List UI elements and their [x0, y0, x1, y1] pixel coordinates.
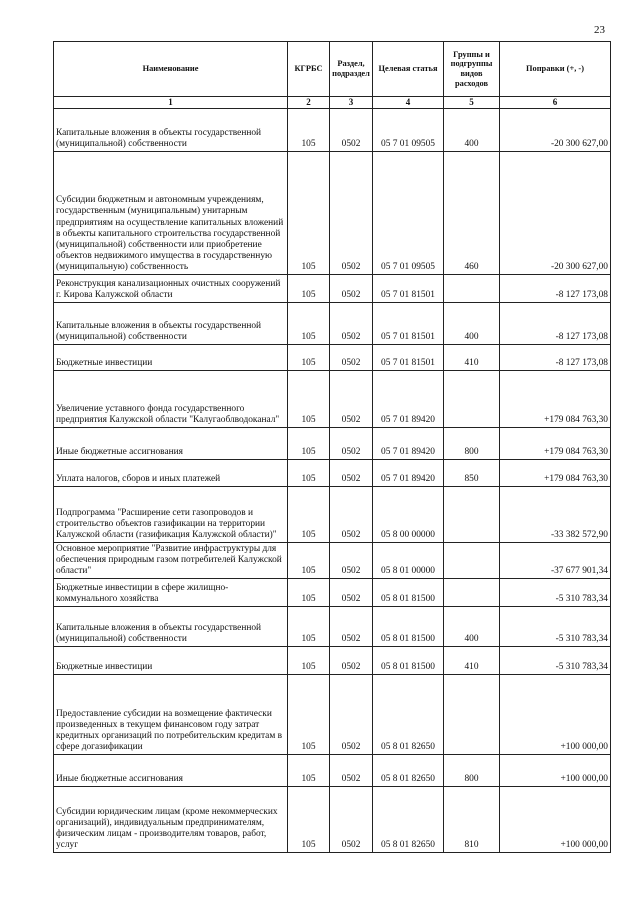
row-group: 400: [444, 607, 500, 647]
row-amount: -5 310 783,34: [500, 647, 611, 675]
row-name: Капитальные вложения в объекты государственной (муниципальной) собственности: [54, 303, 288, 345]
row-kgrbs: 105: [288, 109, 330, 152]
row-group: 800: [444, 428, 500, 460]
row-amount: -8 127 173,08: [500, 303, 611, 345]
row-amount: +100 000,00: [500, 787, 611, 853]
row-kgrbs: 105: [288, 487, 330, 543]
row-name: Бюджетные инвестиции: [54, 345, 288, 371]
table-row: [54, 371, 611, 428]
row-name: Капитальные вложения в объекты государственной (муниципальной) собственности: [54, 607, 288, 647]
table-row: [54, 787, 611, 853]
row-target: 05 7 01 81501: [373, 275, 444, 303]
table-row: [54, 345, 611, 371]
table-header-row: [54, 42, 611, 97]
row-group: [444, 371, 500, 428]
row-kgrbs: 105: [288, 543, 330, 579]
header-groups: Группы и подгруппы видов расходов: [444, 42, 500, 97]
header-amendments: Поправки (+, -): [500, 42, 611, 97]
row-amount: -5 310 783,34: [500, 579, 611, 607]
row-amount: -33 382 572,90: [500, 487, 611, 543]
row-group: [444, 275, 500, 303]
row-section: 0502: [330, 607, 373, 647]
row-name: Бюджетные инвестиции: [54, 647, 288, 675]
row-target: 05 7 01 81501: [373, 345, 444, 371]
row-name: Предоставление субсидии на возмещение фактически произведенных в текущем финансовом году затрат кредитных организаций по потребительским кредитам в сфере догазификации: [54, 675, 288, 755]
row-amount: -20 300 627,00: [500, 152, 611, 275]
table-row: [54, 755, 611, 787]
row-kgrbs: 105: [288, 675, 330, 755]
row-name: Субсидии юридическим лицам (кроме некоммерческих организаций), индивидуальным предпринимателям, физическим лицам - производителям товаров, работ, услуг: [54, 787, 288, 853]
table-row: [54, 607, 611, 647]
row-group: 410: [444, 345, 500, 371]
row-kgrbs: 105: [288, 275, 330, 303]
row-section: 0502: [330, 487, 373, 543]
row-amount: +100 000,00: [500, 755, 611, 787]
row-name: Иные бюджетные ассигнования: [54, 428, 288, 460]
row-section: 0502: [330, 755, 373, 787]
row-section: 0502: [330, 787, 373, 853]
row-section: 0502: [330, 647, 373, 675]
row-group: 410: [444, 647, 500, 675]
row-section: 0502: [330, 543, 373, 579]
row-kgrbs: 105: [288, 428, 330, 460]
table-row: [54, 647, 611, 675]
table-row: [54, 460, 611, 487]
row-group: [444, 579, 500, 607]
row-amount: -8 127 173,08: [500, 275, 611, 303]
row-target: 05 8 01 81500: [373, 647, 444, 675]
row-section: 0502: [330, 109, 373, 152]
row-section: 0502: [330, 371, 373, 428]
table-row: [54, 543, 611, 579]
row-amount: +179 084 763,30: [500, 460, 611, 487]
row-amount: +100 000,00: [500, 675, 611, 755]
table-row: [54, 109, 611, 152]
row-group: [444, 675, 500, 755]
row-target: 05 7 01 89420: [373, 460, 444, 487]
row-target: 05 8 01 82650: [373, 787, 444, 853]
row-kgrbs: 105: [288, 152, 330, 275]
row-group: 850: [444, 460, 500, 487]
table-row: [54, 428, 611, 460]
row-kgrbs: 105: [288, 787, 330, 853]
row-name: Основное мероприятие "Развитие инфраструктуры для обеспечения природным газом потребителей Калужской области": [54, 543, 288, 579]
table-row: [54, 152, 611, 275]
row-name: Субсидии бюджетным и автономным учреждениям, государственным (муниципальным) унитарным предприятиям на осуществление капитальных вложений в объекты капитального строительства государственной (муниципальной) собственности или приобретение объектов недвижимого имущества в государственную (муниципальную) собственность: [54, 152, 288, 275]
row-target: 05 8 01 00000: [373, 543, 444, 579]
table-row: [54, 579, 611, 607]
row-amount: +179 084 763,30: [500, 371, 611, 428]
row-name: Реконструкция канализационных очистных сооружений г. Кирова Калужской области: [54, 275, 288, 303]
column-numbers-row: [54, 97, 611, 109]
row-group: 400: [444, 303, 500, 345]
row-name: Уплата налогов, сборов и иных платежей: [54, 460, 288, 487]
row-group: 810: [444, 787, 500, 853]
row-target: 05 8 00 00000: [373, 487, 444, 543]
row-section: 0502: [330, 275, 373, 303]
row-kgrbs: 105: [288, 303, 330, 345]
table-row: [54, 675, 611, 755]
column-number: 4: [373, 97, 444, 109]
row-name: Бюджетные инвестиции в сфере жилищно-коммунального хозяйства: [54, 579, 288, 607]
row-section: 0502: [330, 345, 373, 371]
row-amount: -5 310 783,34: [500, 607, 611, 647]
row-amount: +179 084 763,30: [500, 428, 611, 460]
row-kgrbs: 105: [288, 371, 330, 428]
row-target: 05 7 01 89420: [373, 371, 444, 428]
row-kgrbs: 105: [288, 755, 330, 787]
column-number: 3: [330, 97, 373, 109]
row-section: 0502: [330, 460, 373, 487]
row-name: Иные бюджетные ассигнования: [54, 755, 288, 787]
budget-amendments-table: [53, 41, 611, 853]
row-section: 0502: [330, 152, 373, 275]
header-section: Раздел, подраздел: [330, 42, 373, 97]
row-target: 05 8 01 81500: [373, 579, 444, 607]
row-target: 05 8 01 82650: [373, 755, 444, 787]
row-amount: -20 300 627,00: [500, 109, 611, 152]
row-kgrbs: 105: [288, 345, 330, 371]
row-section: 0502: [330, 303, 373, 345]
table-row: [54, 487, 611, 543]
header-target: Целевая статья: [373, 42, 444, 97]
row-amount: -8 127 173,08: [500, 345, 611, 371]
row-group: [444, 487, 500, 543]
row-kgrbs: 105: [288, 460, 330, 487]
row-name: Подпрограмма "Расширение сети газопроводов и строительство объектов газификации на территории Калужской области (газификация Калужской области)": [54, 487, 288, 543]
row-kgrbs: 105: [288, 647, 330, 675]
row-target: 05 8 01 82650: [373, 675, 444, 755]
header-kgrbs: КГРБС: [288, 42, 330, 97]
row-target: 05 7 01 81501: [373, 303, 444, 345]
row-section: 0502: [330, 579, 373, 607]
row-group: [444, 543, 500, 579]
row-amount: -37 677 901,34: [500, 543, 611, 579]
column-number: 5: [444, 97, 500, 109]
table-row: [54, 275, 611, 303]
row-kgrbs: 105: [288, 607, 330, 647]
row-group: 800: [444, 755, 500, 787]
row-section: 0502: [330, 675, 373, 755]
table-row: [54, 303, 611, 345]
row-section: 0502: [330, 428, 373, 460]
column-number: 2: [288, 97, 330, 109]
row-target: 05 8 01 81500: [373, 607, 444, 647]
row-kgrbs: 105: [288, 579, 330, 607]
row-target: 05 7 01 89420: [373, 428, 444, 460]
header-name: Наименование: [54, 42, 288, 97]
page-number: 23: [594, 24, 605, 36]
row-target: 05 7 01 09505: [373, 109, 444, 152]
row-name: Увеличение уставного фонда государственного предприятия Калужской области "Калугаоблводоканал": [54, 371, 288, 428]
row-target: 05 7 01 09505: [373, 152, 444, 275]
column-number: 6: [500, 97, 611, 109]
row-group: 400: [444, 109, 500, 152]
row-name: Капитальные вложения в объекты государственной (муниципальной) собственности: [54, 109, 288, 152]
row-group: 460: [444, 152, 500, 275]
column-number: 1: [54, 97, 288, 109]
